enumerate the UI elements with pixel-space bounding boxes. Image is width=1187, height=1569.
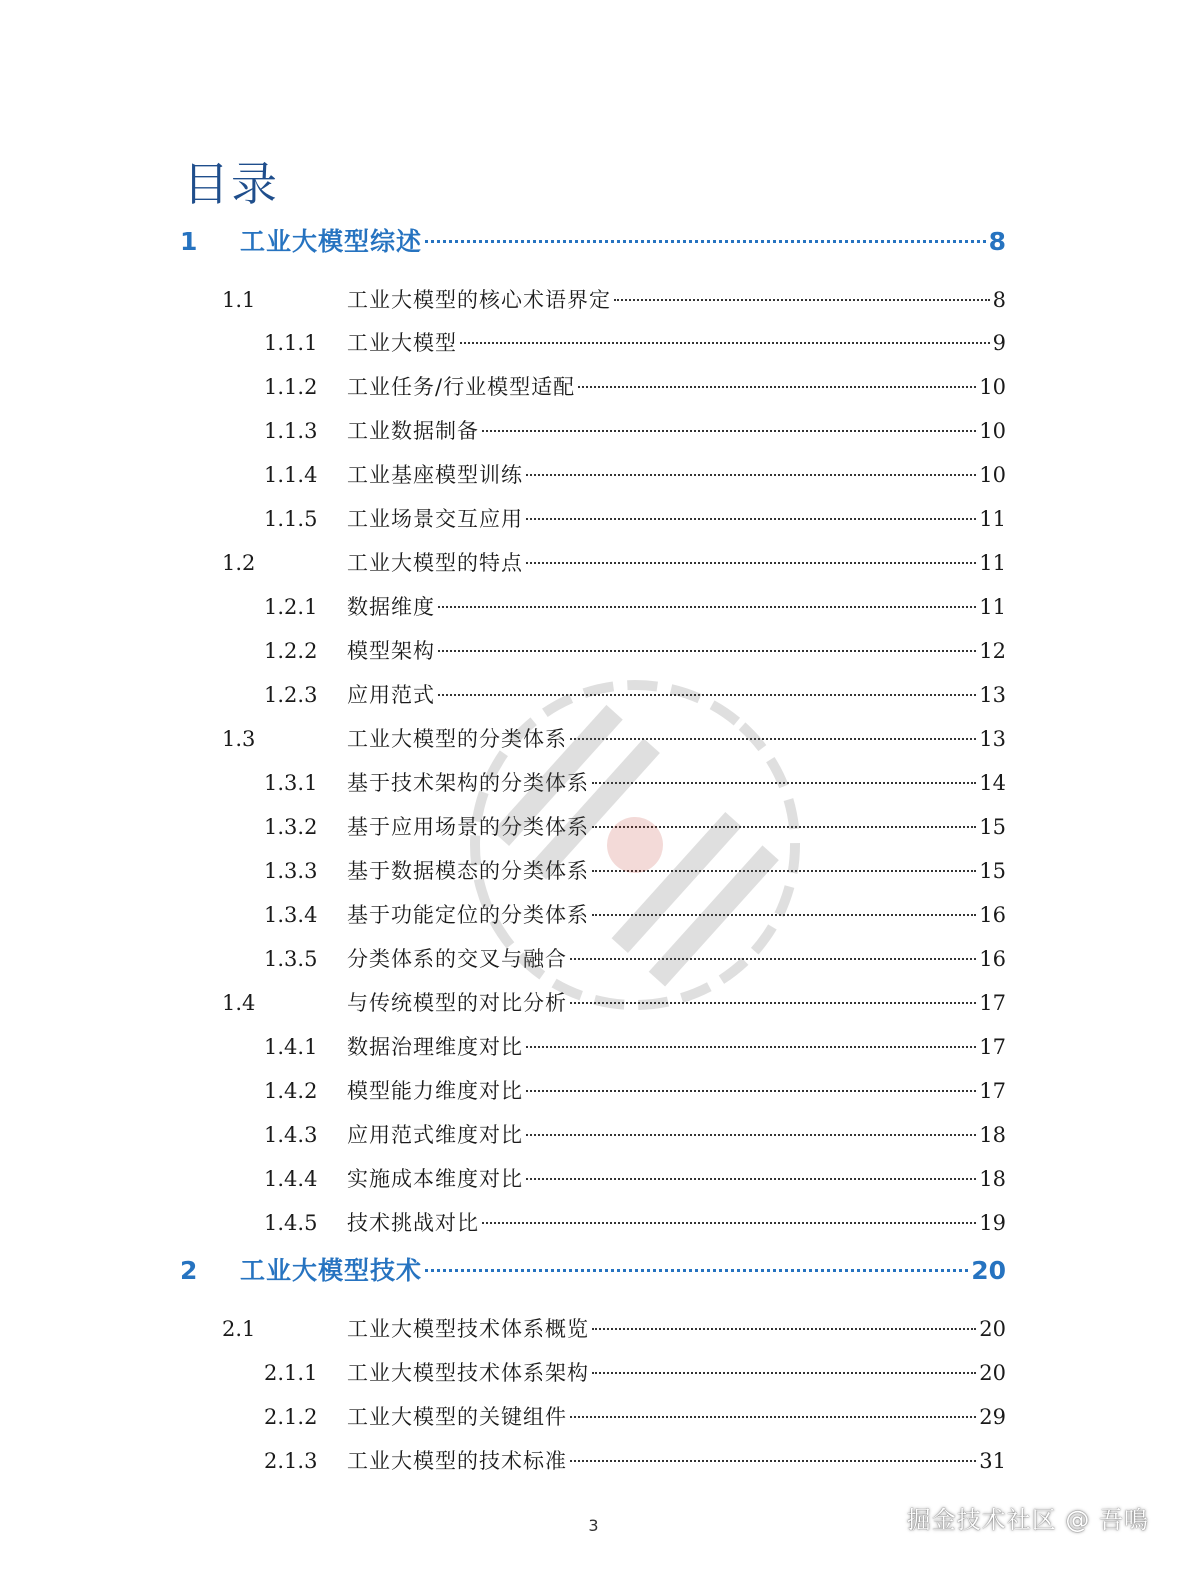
toc-entry-1-4-2[interactable] bbox=[0, 1074, 1187, 1108]
toc-entry-line bbox=[347, 546, 1006, 580]
toc-entry-title: 工业大模型的关键组件 bbox=[347, 1405, 567, 1429]
toc-entry-1-4-1[interactable] bbox=[0, 1030, 1187, 1064]
toc-entry-1-1-2[interactable] bbox=[0, 370, 1187, 404]
toc-entry-title: 工业大模型综述 bbox=[240, 227, 423, 256]
toc-entry-number: 2.1.1 bbox=[264, 1361, 318, 1385]
toc-entry-number: 2.1 bbox=[222, 1317, 256, 1341]
toc-entry-number: 1.4.1 bbox=[264, 1035, 318, 1059]
toc-entry-1-1-3[interactable] bbox=[0, 414, 1187, 448]
toc-entry-page: 20 bbox=[971, 1256, 1006, 1285]
toc-entry-2-1-3[interactable] bbox=[0, 1444, 1187, 1478]
toc-entry-1-4-3[interactable] bbox=[0, 1118, 1187, 1152]
toc-dot-leader bbox=[570, 738, 976, 740]
toc-entry-1-3-5[interactable] bbox=[0, 942, 1187, 976]
footer-credit: 掘金技术社区 @ 吾鳴 bbox=[906, 1506, 1149, 1534]
toc-entry-2-1[interactable] bbox=[0, 1312, 1187, 1346]
toc-entry-number: 1.3.2 bbox=[264, 815, 318, 839]
toc-dot-leader bbox=[526, 1178, 976, 1180]
toc-entry-title: 工业场景交互应用 bbox=[347, 507, 523, 531]
toc-dot-leader bbox=[526, 1134, 976, 1136]
toc-dot-leader bbox=[526, 518, 976, 520]
toc-dot-leader bbox=[482, 1222, 976, 1224]
toc-entry-line bbox=[347, 1400, 1006, 1434]
toc-entry-1-1-1[interactable] bbox=[0, 326, 1187, 360]
toc-entry-page: 10 bbox=[979, 463, 1006, 487]
toc-entry-title: 工业大模型 bbox=[347, 331, 457, 355]
toc-dot-leader bbox=[570, 958, 976, 960]
toc-entry-page: 17 bbox=[979, 1079, 1006, 1103]
toc-entry-page: 16 bbox=[979, 947, 1006, 971]
toc-dot-leader bbox=[592, 826, 976, 828]
toc-entry-page: 16 bbox=[979, 903, 1006, 927]
toc-entry-page: 13 bbox=[979, 727, 1006, 751]
toc-entry-1-1[interactable] bbox=[0, 283, 1187, 317]
toc-entry-title: 技术挑战对比 bbox=[347, 1211, 479, 1235]
page-number: 3 bbox=[588, 1516, 599, 1535]
toc-entry-number: 1.2.1 bbox=[264, 595, 318, 619]
toc-entry-number: 1.4.3 bbox=[264, 1123, 318, 1147]
toc-entry-number: 1.3.3 bbox=[264, 859, 318, 883]
toc-dot-leader bbox=[592, 870, 976, 872]
toc-entry-page: 8 bbox=[992, 288, 1006, 312]
toc-entry-page: 20 bbox=[979, 1317, 1006, 1341]
toc-entry-line bbox=[347, 326, 1006, 360]
toc-dot-leader bbox=[438, 694, 976, 696]
toc-entry-title: 工业大模型的核心术语界定 bbox=[347, 288, 611, 312]
toc-entry-line bbox=[240, 1254, 1006, 1288]
toc-entry-2-1-2[interactable] bbox=[0, 1400, 1187, 1434]
toc-entry-title: 模型架构 bbox=[347, 639, 435, 663]
toc-dot-leader bbox=[425, 1269, 968, 1272]
toc-entry-number: 2.1.3 bbox=[264, 1449, 318, 1473]
toc-entry-page: 15 bbox=[979, 859, 1006, 883]
toc-entry-number: 1.1.5 bbox=[264, 507, 318, 531]
toc-entry-1-2-2[interactable] bbox=[0, 634, 1187, 668]
toc-entry-title: 工业大模型的分类体系 bbox=[347, 727, 567, 751]
toc-entry-1-3-3[interactable] bbox=[0, 854, 1187, 888]
toc-entry-line bbox=[347, 502, 1006, 536]
toc-entry-line bbox=[240, 225, 1006, 259]
toc-entry-page: 8 bbox=[988, 227, 1006, 256]
toc-entry-page: 9 bbox=[992, 331, 1006, 355]
toc-dot-leader bbox=[438, 606, 976, 608]
toc-entry-page: 15 bbox=[979, 815, 1006, 839]
toc-entry-title: 工业基座模型训练 bbox=[347, 463, 523, 487]
toc-entry-title: 与传统模型的对比分析 bbox=[347, 991, 567, 1015]
toc-entry-title: 基于数据模态的分类体系 bbox=[347, 859, 589, 883]
toc-entry-line bbox=[347, 283, 1006, 317]
toc-entry-line bbox=[347, 370, 1006, 404]
toc-entry-1-3-4[interactable] bbox=[0, 898, 1187, 932]
toc-entry-title: 工业数据制备 bbox=[347, 419, 479, 443]
toc-entry-number: 1.2.2 bbox=[264, 639, 318, 663]
toc-dot-leader bbox=[460, 342, 990, 344]
toc-entry-title: 基于功能定位的分类体系 bbox=[347, 903, 589, 927]
toc-entry-number: 1.3 bbox=[222, 727, 256, 751]
toc-entry-number: 2.1.2 bbox=[264, 1405, 318, 1429]
toc-entry-line bbox=[347, 1444, 1006, 1478]
toc-entry-title: 工业大模型的特点 bbox=[347, 551, 523, 575]
toc-entry-number: 1.1 bbox=[222, 288, 256, 312]
toc-dot-leader bbox=[570, 1002, 976, 1004]
toc-entry-line bbox=[347, 1074, 1006, 1108]
toc-entry-1-1-4[interactable] bbox=[0, 458, 1187, 492]
toc-entry-page: 11 bbox=[979, 551, 1006, 575]
toc-entry-page: 10 bbox=[979, 375, 1006, 399]
toc-entry-title: 工业大模型技术体系概览 bbox=[347, 1317, 589, 1341]
toc-entry-line bbox=[347, 898, 1006, 932]
toc-entry-line bbox=[347, 1030, 1006, 1064]
toc-entry-line bbox=[347, 854, 1006, 888]
toc-entry-1-4[interactable] bbox=[0, 986, 1187, 1020]
toc-entry-line bbox=[347, 1118, 1006, 1152]
toc-entry-page: 14 bbox=[979, 771, 1006, 795]
toc-entry-number: 1.1.4 bbox=[264, 463, 318, 487]
toc-dot-leader bbox=[570, 1460, 976, 1462]
toc-entry-2[interactable] bbox=[0, 1254, 1187, 1288]
toc-dot-leader bbox=[526, 474, 976, 476]
toc-entry-number: 1 bbox=[180, 227, 198, 256]
toc-entry-title: 工业大模型的技术标准 bbox=[347, 1449, 567, 1473]
toc-entry-1-2-3[interactable] bbox=[0, 678, 1187, 712]
toc-entry-number: 2 bbox=[180, 1256, 198, 1285]
toc-dot-leader bbox=[526, 1090, 976, 1092]
toc-entry-line bbox=[347, 678, 1006, 712]
toc-entry-page: 18 bbox=[979, 1167, 1006, 1191]
toc-entry-title: 工业大模型技术体系架构 bbox=[347, 1361, 589, 1385]
toc-dot-leader bbox=[482, 430, 976, 432]
toc-entry-page: 11 bbox=[979, 507, 1006, 531]
toc-entry-page: 20 bbox=[979, 1361, 1006, 1385]
toc-entry-page: 17 bbox=[979, 991, 1006, 1015]
toc-entry-number: 1.3.1 bbox=[264, 771, 318, 795]
toc-dot-leader bbox=[526, 1046, 976, 1048]
toc-entry-1-2[interactable] bbox=[0, 546, 1187, 580]
toc-entry-title: 基于应用场景的分类体系 bbox=[347, 815, 589, 839]
toc-entry-page: 11 bbox=[979, 595, 1006, 619]
toc-dot-leader bbox=[578, 386, 976, 388]
toc-dot-leader bbox=[592, 1328, 976, 1330]
toc-entry-line bbox=[347, 590, 1006, 624]
toc-entry-line bbox=[347, 414, 1006, 448]
toc-entry-title: 工业大模型技术 bbox=[240, 1256, 423, 1285]
toc-dot-leader bbox=[438, 650, 976, 652]
toc-entry-number: 1.4 bbox=[222, 991, 256, 1015]
toc-entry-line bbox=[347, 810, 1006, 844]
toc-entry-line bbox=[347, 1356, 1006, 1390]
toc-dot-leader bbox=[592, 1372, 976, 1374]
toc-dot-leader bbox=[526, 562, 976, 564]
toc-entry-1-4-4[interactable] bbox=[0, 1162, 1187, 1196]
toc-entry-title: 基于技术架构的分类体系 bbox=[347, 771, 589, 795]
toc-dot-leader bbox=[425, 240, 986, 243]
toc-entry-number: 1.2.3 bbox=[264, 683, 318, 707]
toc-title: 目录 bbox=[183, 157, 279, 211]
toc-entry-number: 1.4.5 bbox=[264, 1211, 318, 1235]
toc-entry-1-3[interactable] bbox=[0, 722, 1187, 756]
toc-entry-number: 1.1.2 bbox=[264, 375, 318, 399]
toc-entry-line bbox=[347, 942, 1006, 976]
toc-entry-1-3-1[interactable] bbox=[0, 766, 1187, 800]
toc-entry-page: 18 bbox=[979, 1123, 1006, 1147]
toc-entry-page: 13 bbox=[979, 683, 1006, 707]
toc-entry-page: 17 bbox=[979, 1035, 1006, 1059]
toc-entry-page: 12 bbox=[979, 639, 1006, 663]
toc-dot-leader bbox=[592, 914, 976, 916]
toc-entry-1-2-1[interactable] bbox=[0, 590, 1187, 624]
toc-entry-1-3-2[interactable] bbox=[0, 810, 1187, 844]
toc-entry-title: 数据治理维度对比 bbox=[347, 1035, 523, 1059]
toc-entry-line bbox=[347, 458, 1006, 492]
toc-entry-1[interactable] bbox=[0, 225, 1187, 259]
toc-entry-line bbox=[347, 1162, 1006, 1196]
toc-dot-leader bbox=[614, 299, 990, 301]
toc-entry-title: 模型能力维度对比 bbox=[347, 1079, 523, 1103]
toc-entry-number: 1.3.5 bbox=[264, 947, 318, 971]
toc-entry-number: 1.3.4 bbox=[264, 903, 318, 927]
toc-entry-number: 1.4.4 bbox=[264, 1167, 318, 1191]
toc-entry-title: 实施成本维度对比 bbox=[347, 1167, 523, 1191]
toc-entry-number: 1.1.1 bbox=[264, 331, 318, 355]
toc-entry-line bbox=[347, 1312, 1006, 1346]
toc-dot-leader bbox=[570, 1416, 976, 1418]
toc-dot-leader bbox=[592, 782, 976, 784]
toc-entry-line bbox=[347, 722, 1006, 756]
toc-entry-1-4-5[interactable] bbox=[0, 1206, 1187, 1240]
toc-entry-title: 工业任务/行业模型适配 bbox=[347, 375, 576, 399]
toc-entry-page: 10 bbox=[979, 419, 1006, 443]
toc-entry-title: 数据维度 bbox=[347, 595, 435, 619]
toc-entry-number: 1.2 bbox=[222, 551, 256, 575]
toc-entry-2-1-1[interactable] bbox=[0, 1356, 1187, 1390]
toc-entry-line bbox=[347, 634, 1006, 668]
toc-entry-title: 分类体系的交叉与融合 bbox=[347, 947, 567, 971]
toc-entry-number: 1.1.3 bbox=[264, 419, 318, 443]
toc-entry-line bbox=[347, 1206, 1006, 1240]
toc-entry-page: 19 bbox=[979, 1211, 1006, 1235]
toc-entry-1-1-5[interactable] bbox=[0, 502, 1187, 536]
toc-entry-line bbox=[347, 986, 1006, 1020]
toc-entry-page: 31 bbox=[979, 1449, 1006, 1473]
toc-entry-number: 1.4.2 bbox=[264, 1079, 318, 1103]
toc-entry-page: 29 bbox=[979, 1405, 1006, 1429]
toc-entry-title: 应用范式 bbox=[347, 683, 435, 707]
toc-entry-line bbox=[347, 766, 1006, 800]
toc-entry-title: 应用范式维度对比 bbox=[347, 1123, 523, 1147]
